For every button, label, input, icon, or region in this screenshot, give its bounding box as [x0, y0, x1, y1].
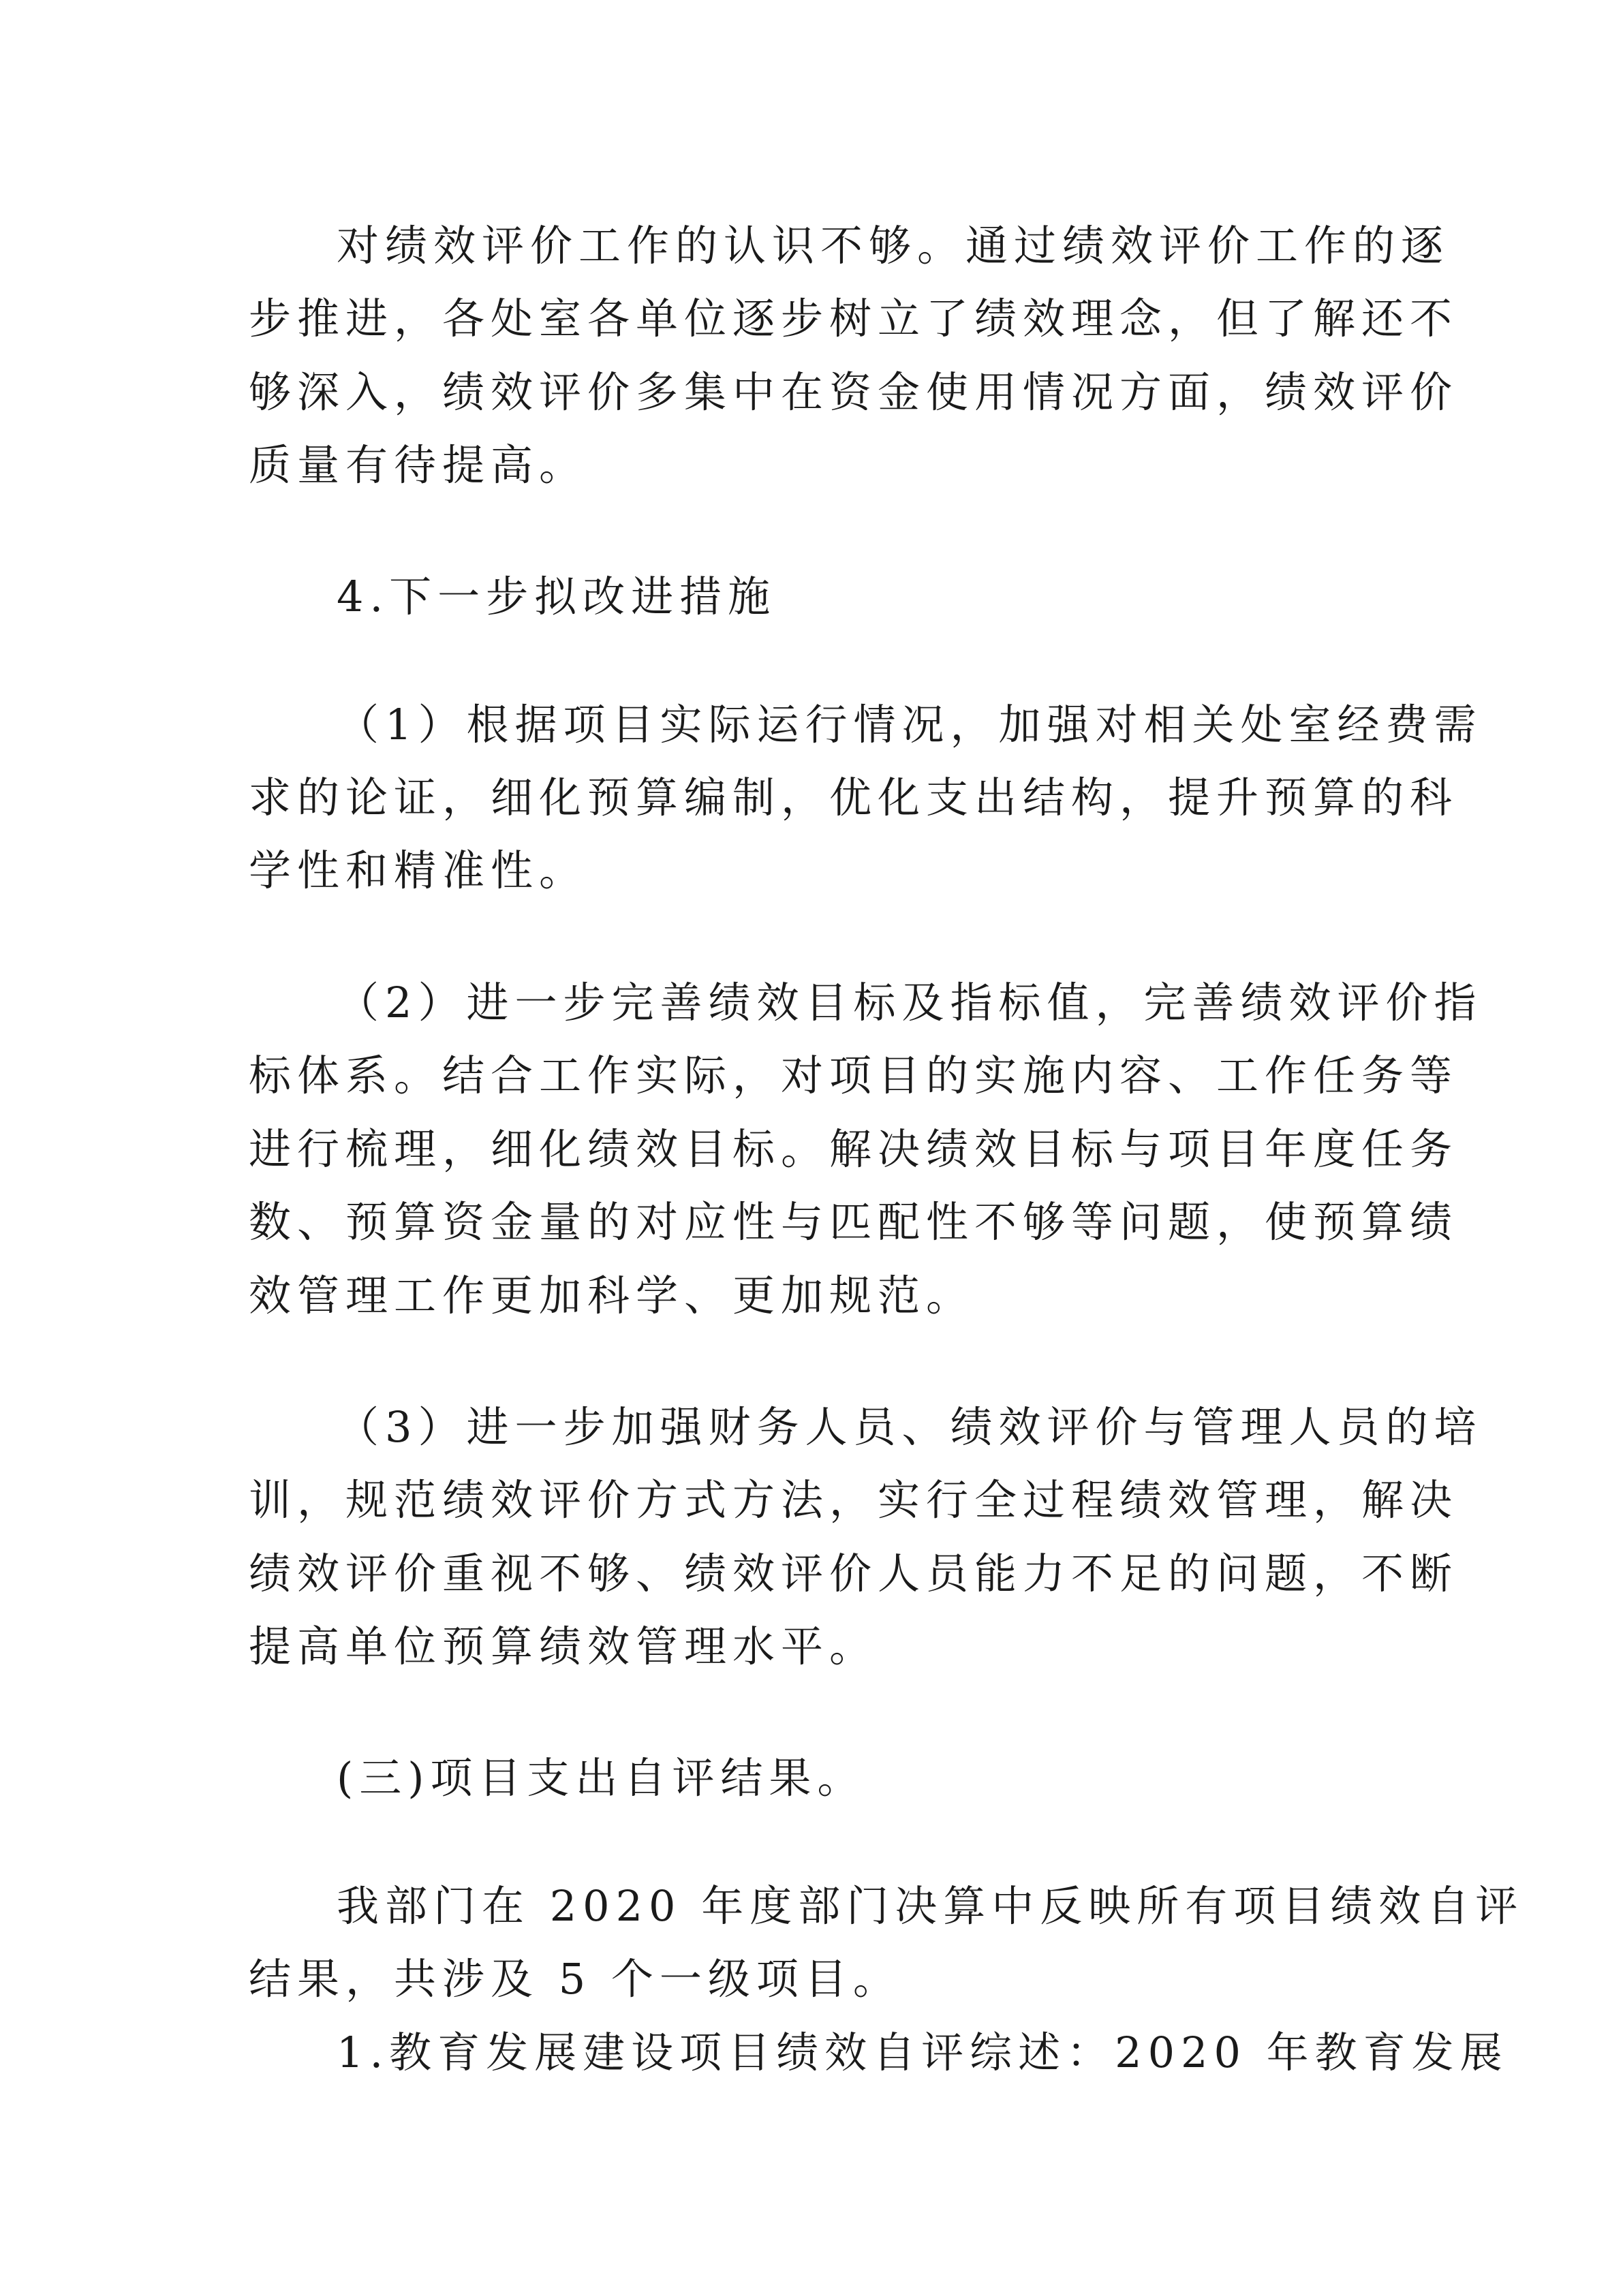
item-1-line-1: （1）根据项目实际运行情况，加强对相关处室经费需	[337, 700, 1483, 749]
education-project-line-1: 1.教育发展建设项目绩效自评综述：2020 年教育发展	[337, 2028, 1509, 2077]
item-3-line-4: 提高单位预算绩效管理水平。	[249, 1622, 878, 1671]
item-3-line-1: （3）进一步加强财务人员、绩效评价与管理人员的培	[337, 1402, 1483, 1452]
item-2-line-5: 效管理工作更加科学、更加规范。	[249, 1271, 975, 1320]
item-2-line-1: （2）进一步完善绩效目标及指标值，完善绩效评价指	[337, 978, 1483, 1027]
paragraph-1-line-3: 够深入，绩效评价多集中在资金使用情况方面，绩效评价	[249, 367, 1459, 417]
item-1-line-2: 求的论证，细化预算编制，优化支出结构，提升预算的科	[249, 773, 1459, 822]
item-2-line-2: 标体系。结合工作实际，对项目的实施内容、工作任务等	[249, 1051, 1459, 1100]
item-3-line-3: 绩效评价重视不够、绩效评价人员能力不足的问题，不断	[249, 1549, 1459, 1598]
heading-next-steps: 4.下一步拟改进措施	[337, 572, 777, 621]
summary-line-2: 结果，共涉及 5 个一级项目。	[249, 1954, 901, 2004]
paragraph-1-line-1: 对绩效评价工作的认识不够。通过绩效评价工作的逐	[337, 221, 1450, 270]
paragraph-1-line-2: 步推进，各处室各单位逐步树立了绩效理念，但了解还不	[249, 294, 1459, 343]
summary-line-1: 我部门在 2020 年度部门决算中反映所有项目绩效自评	[337, 1881, 1524, 1931]
item-1-line-3: 学性和精准性。	[249, 846, 588, 895]
item-3-line-2: 训，规范绩效评价方式方法，实行全过程绩效管理，解决	[249, 1475, 1459, 1525]
section-heading-project-results: (三)项目支出自评结果。	[337, 1753, 866, 1803]
item-2-line-3: 进行梳理，细化绩效目标。解决绩效目标与项目年度任务	[249, 1124, 1459, 1174]
item-2-line-4: 数、预算资金量的对应性与匹配性不够等问题，使预算绩	[249, 1197, 1459, 1247]
paragraph-1-line-4: 质量有待提高。	[249, 440, 588, 490]
